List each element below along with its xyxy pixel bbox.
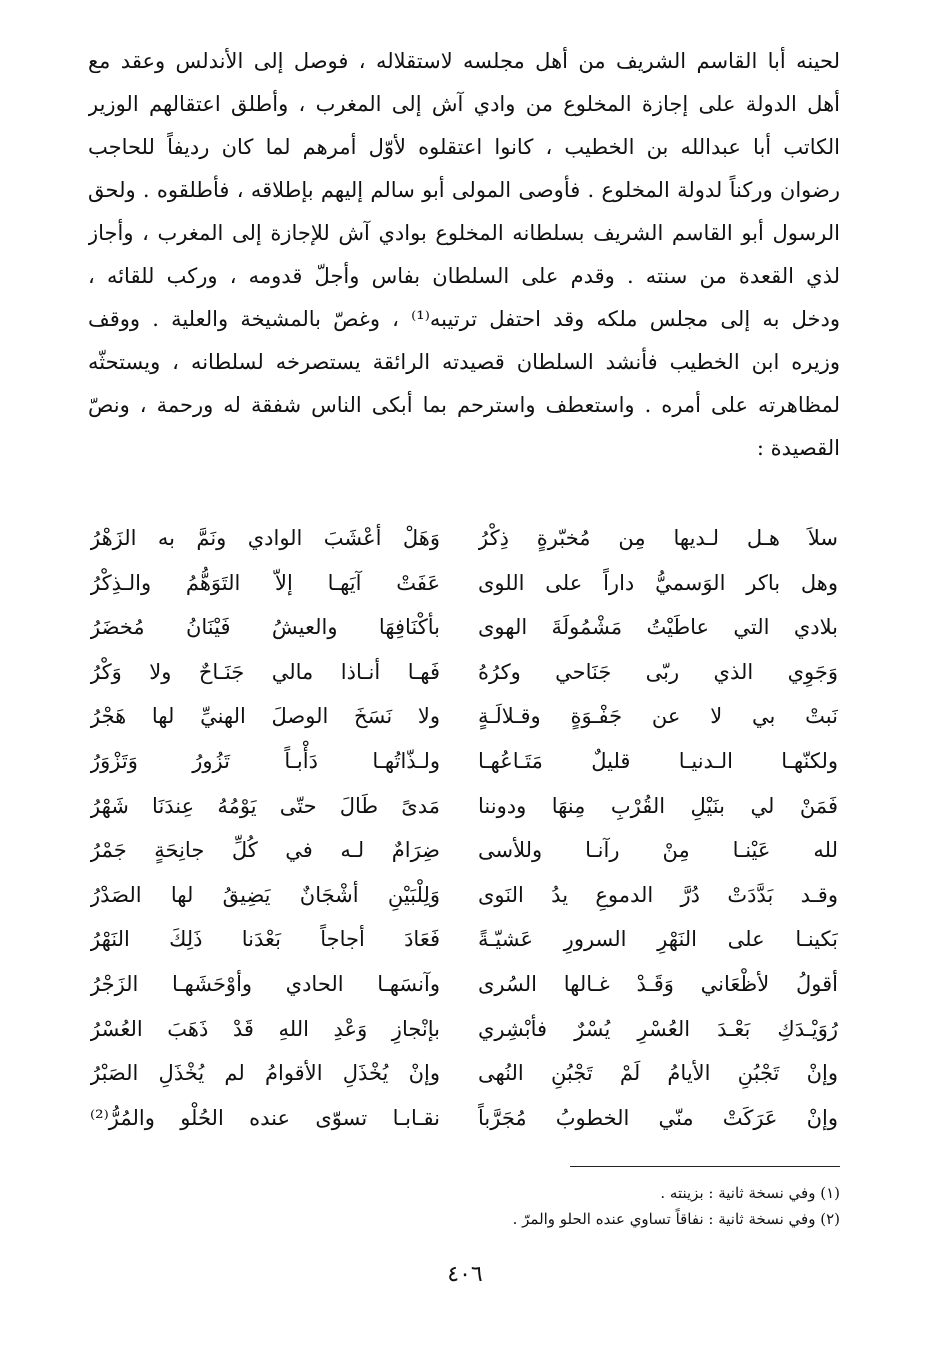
- hemistich: أقولُ لأظْعَاني وَقَـدْ غـالها السُرى: [478, 971, 838, 996]
- hemistich: فَعَادَ أجاجاً بَعْدَنا ذَلِكَ النَهْرُ: [90, 927, 440, 952]
- prose-line: الكاتب أبا عبدالله بن الخطيب ، كانوا اعتقلوه لأوّل أمرهم لما كان رديفاً للحاجب: [88, 135, 840, 159]
- prose-line: رضوان وركناً لدولة المخلوع . فأوصى المولى أبو سالم إليهم بإطلاقه ، فأطلقوه . ولحق: [88, 178, 840, 202]
- poem-first-hemistich-column: [478, 516, 838, 1140]
- hemistich: وإنْ تَجْبُنِ الأيامُ لَمْ تَجْبُنِ النُهى: [478, 1061, 838, 1086]
- hemistich: فَهـا أنـاذا مالي جَنَـاحٌ ولا وَكْرُ: [90, 659, 440, 684]
- hemistich: وَهَلْ أعْشَبَ الوادي ونَمَّ به الزَهْرُ: [90, 526, 440, 550]
- prose-line: أهل الدولة على إجازة المخلوع من وادي آش إلى المغرب ، وأطلق اعتقالهم الوزير: [88, 92, 840, 116]
- hemistich: وهل باكر الوَسميُّ داراً على اللوى: [478, 570, 838, 595]
- footnote: (١) وفي نسخة ثانية : بزينته .: [660, 1184, 840, 1202]
- prose-line: ودخل به إلى مجلس ملكه وقد احتفل ترتيبه⁽¹⁾ ، وغصّ بالمشيخة والعلية . ووقف: [88, 307, 840, 331]
- hemistich: وإنْ عَرَكَتْ منّي الخطوبُ مُجَرَّباً: [478, 1105, 838, 1130]
- hemistich: عَفَتْ آيَهـا إلاّ التَوَهُّمُ والـذِكْرُ: [90, 570, 440, 595]
- hemistich: سلاَ هـل لـديها مِن مُخبّرةٍ ذِكْرُ: [478, 526, 838, 550]
- hemistich: ولا نَسَخَ الوصلَ الهنيِّ لها هَجْرُ: [90, 704, 440, 729]
- hemistich: ولكنّهـا الـدنيـا قليلٌ مَتَـاعُهـا: [478, 748, 838, 773]
- footnote: (٢) وفي نسخة ثانية : نفاقاً تساوي عنده الحلو والمرّ .: [512, 1210, 840, 1228]
- hemistich: نَبتْ بي لا عن جَفْـوَةٍ وقـلالَـةٍ: [478, 704, 838, 729]
- hemistich: وإنْ يُخْذَلِ الأقوامُ لم يُخْذَلِ الصَبْرُ: [90, 1061, 440, 1086]
- hemistich: نقـابـا تسوّى عنده الحُلْو والمُرُّ⁽²⁾: [90, 1105, 440, 1130]
- hemistich: رُوَيْـدَكِ بَعْـدَ العُسْرِ يُسْرٌ فأبْشِري: [478, 1016, 838, 1041]
- hemistich: وآنسَهـا الحادي وأوْحَشَهـا الزَجْرُ: [90, 971, 440, 996]
- footnote-divider: [570, 1166, 840, 1167]
- prose-line: لذي القعدة من سنته . وقدم على السلطان بفاس وأجلّ قدومه ، وركب للقائه ،: [88, 264, 840, 288]
- prose-line: وزيره ابن الخطيب فأنشد السلطان قصيدته الرائقة يستصرخه لسلطانه ، ويستحثّه: [88, 350, 840, 374]
- hemistich: بلادي التي عاطَيْتُ مَشْمُولَةَ الهوى: [478, 615, 838, 640]
- hemistich: فَمَنْ لي بنَيْلِ القُرْبِ مِنهَا ودوننا: [478, 793, 838, 818]
- prose-line: القصيدة :: [756, 436, 840, 460]
- hemistich: بإنْجازِ وَعْدِ اللهِ قَدْ ذَهَبَ العُسْرُ: [90, 1016, 440, 1041]
- prose-line: الرسول أبو القاسم الشريف بسلطانه المخلوع بوادي آش للإجازة إلى المغرب ، وأجاز: [88, 221, 840, 245]
- hemistich: بَكينـا على النَهْرِ السرورِ عَشيّـةً: [478, 927, 838, 952]
- hemistich: بأكْنَافِهَا والعيشُ فَيْنَانُ مُخضَرُ: [90, 615, 440, 640]
- hemistich: وَجَوِي الذي ربّى جَنَاحي وكرُهُ: [478, 659, 838, 684]
- hemistich: ولـذّاتُهـا دَأْبـاً تَزُورُ وَتَزْوَرُ: [90, 748, 440, 773]
- prose-line: لمظاهرته على أمره . واستعطف واسترحم بما أبكى الناس شفقة له ورحمة ، ونصّ: [88, 393, 840, 417]
- hemistich: وقـد بَدَّدَتْ دُرَّ الدموعِ يدُ النَوى: [478, 882, 838, 907]
- hemistich: مَدىً طَالَ حتّى يَوْمُهُ عِندَنَا شَهْرُ: [90, 793, 440, 818]
- page-number: ٤٠٦: [447, 1262, 483, 1287]
- prose-paragraph: [88, 40, 840, 470]
- hemistich: لله عَيْنـا مِنْ رآنـا وللأسى: [478, 838, 838, 863]
- hemistich: ضِرَامٌ لـه في كُلِّ جانِحَةٍ جَمْرُ: [90, 838, 440, 863]
- footnotes: [340, 1180, 840, 1232]
- hemistich: وَلِلْبَيْنِ أشْجَانٌ يَضِيقُ لها الصَدْرُ: [90, 882, 440, 907]
- poem-second-hemistich-column: [90, 516, 440, 1140]
- prose-line: لحينه أبا القاسم الشريف من أهل مجلسه لاستقلاله ، فوصل إلى الأندلس وعقد مع: [88, 49, 840, 73]
